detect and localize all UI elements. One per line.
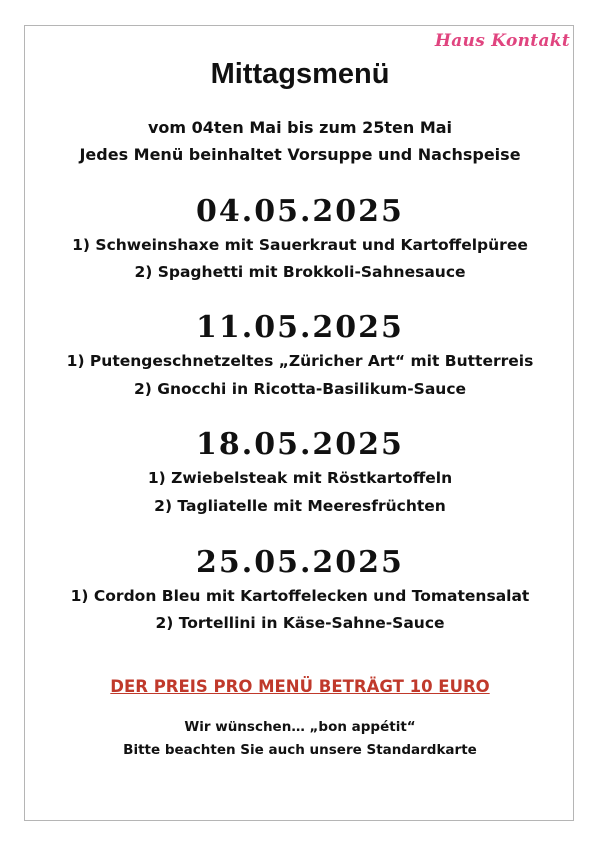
- menu-dish-2-2: 2) Gnocchi in Ricotta-Basilikum-Sauce: [133, 380, 467, 398]
- brand-logo: Haus Kontakt: [434, 31, 570, 51]
- price-note: DER PREIS PRO MENÜ BETRÄGT 10 EURO: [110, 677, 490, 696]
- intro-date-range: vom 04ten Mai bis zum 25ten Mai: [147, 118, 453, 137]
- menu-dish-3-1: 1) Zwiebelsteak mit Röstkartoffeln: [147, 469, 453, 487]
- menu-dish-4-2: 2) Tortellini in Käse-Sahne-Sauce: [155, 614, 445, 632]
- menu-dish-4-1: 1) Cordon Bleu mit Kartoffelecken und Tomatensalat: [70, 587, 530, 605]
- footer-greeting: Wir wünschen… „bon appétit“: [184, 719, 416, 735]
- menu-dish-1-1: 1) Schweinshaxe mit Sauerkraut und Kartoffelpüree: [72, 236, 528, 254]
- footer-note: Bitte beachten Sie auch unsere Standardkarte: [123, 742, 477, 758]
- page-title: Mittagsmenü: [210, 58, 390, 90]
- menu-dish-3-2: 2) Tagliatelle mit Meeresfrüchten: [154, 497, 446, 515]
- menu-date-3: 18.05.2025: [196, 427, 404, 462]
- menu-dish-1-2: 2) Spaghetti mit Brokkoli-Sahnesauce: [134, 263, 466, 281]
- menu-date-2: 11.05.2025: [196, 310, 404, 345]
- menu-dish-2-1: 1) Putengeschnetzeltes „Züricher Art“ mit Butterreis: [66, 352, 534, 370]
- menu-date-1: 04.05.2025: [196, 194, 404, 229]
- menu-date-4: 25.05.2025: [196, 545, 404, 580]
- intro-included: Jedes Menü beinhaltet Vorsuppe und Nachspeise: [79, 145, 521, 164]
